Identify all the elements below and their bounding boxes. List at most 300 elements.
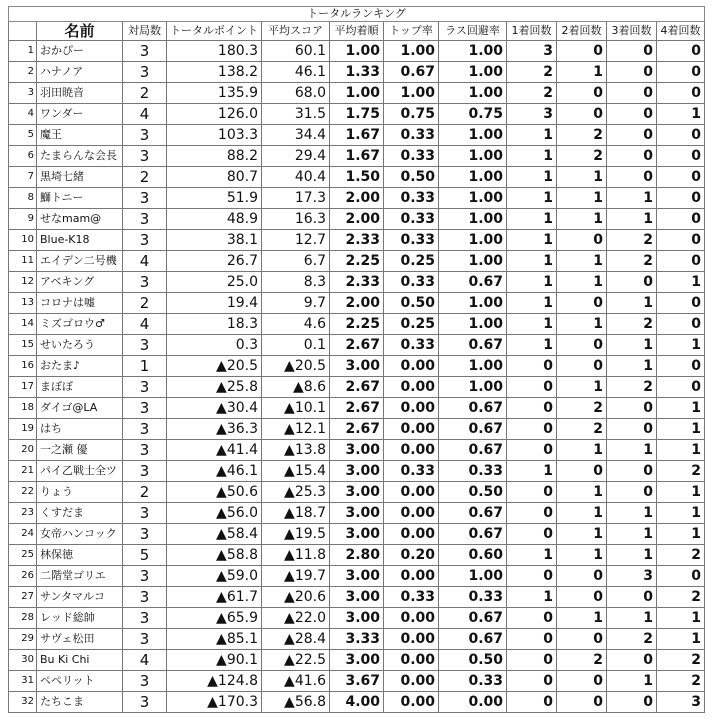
- third-count-cell: 1: [607, 293, 657, 314]
- rank-number-cell: 1: [9, 41, 37, 62]
- top-rate-cell: 0.75: [384, 104, 439, 125]
- last-avoid-rate-cell: 0.67: [439, 524, 507, 545]
- top-rate-cell: 0.33: [384, 125, 439, 146]
- rank-number-cell: 20: [9, 440, 37, 461]
- games-played-cell: 2: [123, 293, 167, 314]
- games-played-cell: 3: [123, 272, 167, 293]
- table-row: [9, 440, 705, 461]
- total-points-cell: ▲61.7: [167, 587, 262, 608]
- avg-score-cell: ▲19.5: [262, 524, 330, 545]
- avg-score-cell: ▲20.6: [262, 587, 330, 608]
- player-name-cell: ワンダー: [37, 104, 123, 125]
- third-count-cell: 1: [607, 335, 657, 356]
- games-played-cell: 3: [123, 692, 167, 713]
- fourth-count-cell: 1: [657, 272, 705, 293]
- table-row: [9, 335, 705, 356]
- second-count-cell: 0: [557, 692, 607, 713]
- fourth-count-cell: 0: [657, 41, 705, 62]
- avg-score-cell: 31.5: [262, 104, 330, 125]
- last-avoid-rate-cell: 1.00: [439, 83, 507, 104]
- player-name-cell: 一之瀬 優: [37, 440, 123, 461]
- third-count-cell: 0: [607, 41, 657, 62]
- player-name-cell: ダイゴ@LA: [37, 398, 123, 419]
- table-row: [9, 419, 705, 440]
- fourth-count-cell: 2: [657, 671, 705, 692]
- third-count-cell: 0: [607, 104, 657, 125]
- fourth-count-cell: 2: [657, 650, 705, 671]
- third-count-cell: 0: [607, 482, 657, 503]
- fourth-count-cell: 1: [657, 629, 705, 650]
- player-name-cell: サンタマルコ: [37, 587, 123, 608]
- first-count-cell: 3: [507, 41, 557, 62]
- rank-number-cell: 14: [9, 314, 37, 335]
- last-avoid-rate-cell: 1.00: [439, 62, 507, 83]
- third-count-cell: 0: [607, 125, 657, 146]
- games-played-cell: 4: [123, 650, 167, 671]
- top-rate-cell: 0.33: [384, 230, 439, 251]
- player-name-cell: サヴェ松田: [37, 629, 123, 650]
- third-count-cell: 2: [607, 629, 657, 650]
- last-avoid-rate-cell: 0.67: [439, 608, 507, 629]
- avg-score-cell: 4.6: [262, 314, 330, 335]
- second-count-cell: 0: [557, 41, 607, 62]
- rank-number-cell: 13: [9, 293, 37, 314]
- last-avoid-rate-cell: 0.33: [439, 461, 507, 482]
- second-count-cell: 0: [557, 335, 607, 356]
- first-count-cell: 0: [507, 524, 557, 545]
- rank-number-cell: 21: [9, 461, 37, 482]
- top-rate-cell: 0.25: [384, 251, 439, 272]
- third-count-cell: 3: [607, 566, 657, 587]
- avg-score-cell: 12.7: [262, 230, 330, 251]
- fourth-count-cell: 0: [657, 188, 705, 209]
- third-count-cell: 0: [607, 419, 657, 440]
- second-count-cell: 2: [557, 146, 607, 167]
- fourth-count-cell: 0: [657, 62, 705, 83]
- table-row: [9, 629, 705, 650]
- rank-number-cell: 19: [9, 419, 37, 440]
- total-points-cell: 38.1: [167, 230, 262, 251]
- rank-number-cell: 4: [9, 104, 37, 125]
- avg-rank-cell: 3.00: [330, 524, 384, 545]
- second-count-cell: 0: [557, 629, 607, 650]
- total-points-cell: ▲58.4: [167, 524, 262, 545]
- avg-score-cell: ▲22.0: [262, 608, 330, 629]
- last-avoid-rate-cell: 1.00: [439, 209, 507, 230]
- fourth-count-cell: 0: [657, 377, 705, 398]
- rank-number-cell: 25: [9, 545, 37, 566]
- header-avg-rank: 平均着順: [330, 22, 384, 41]
- table-row: [9, 587, 705, 608]
- first-count-cell: 0: [507, 608, 557, 629]
- avg-rank-cell: 4.00: [330, 692, 384, 713]
- table-row: [9, 503, 705, 524]
- avg-score-cell: 8.3: [262, 272, 330, 293]
- fourth-count-cell: 0: [657, 293, 705, 314]
- player-name-cell: 鰤トニー: [37, 188, 123, 209]
- player-name-cell: たまらんな会長: [37, 146, 123, 167]
- games-played-cell: 3: [123, 188, 167, 209]
- table-row: [9, 566, 705, 587]
- games-played-cell: 3: [123, 587, 167, 608]
- avg-rank-cell: 3.33: [330, 629, 384, 650]
- top-rate-cell: 0.00: [384, 629, 439, 650]
- top-rate-cell: 0.00: [384, 356, 439, 377]
- first-count-cell: 1: [507, 251, 557, 272]
- last-avoid-rate-cell: 1.00: [439, 41, 507, 62]
- first-count-cell: 1: [507, 545, 557, 566]
- avg-rank-cell: 2.00: [330, 188, 384, 209]
- fourth-count-cell: 1: [657, 419, 705, 440]
- table-row: [9, 692, 705, 713]
- first-count-cell: 1: [507, 587, 557, 608]
- last-avoid-rate-cell: 0.67: [439, 398, 507, 419]
- top-rate-cell: 0.00: [384, 566, 439, 587]
- games-played-cell: 3: [123, 125, 167, 146]
- total-points-cell: ▲25.8: [167, 377, 262, 398]
- first-count-cell: 1: [507, 230, 557, 251]
- total-points-cell: ▲59.0: [167, 566, 262, 587]
- first-count-cell: 1: [507, 335, 557, 356]
- total-points-cell: 25.0: [167, 272, 262, 293]
- player-name-cell: おかぴー: [37, 41, 123, 62]
- header-avg-score: 平均スコア: [262, 22, 330, 41]
- player-name-cell: Blue-K18: [37, 230, 123, 251]
- last-avoid-rate-cell: 0.50: [439, 650, 507, 671]
- fourth-count-cell: 0: [657, 251, 705, 272]
- first-count-cell: 1: [507, 125, 557, 146]
- avg-rank-cell: 3.00: [330, 440, 384, 461]
- first-count-cell: 0: [507, 566, 557, 587]
- rank-number-cell: 9: [9, 209, 37, 230]
- first-count-cell: 2: [507, 62, 557, 83]
- games-played-cell: 4: [123, 251, 167, 272]
- rank-number-cell: 7: [9, 167, 37, 188]
- second-count-cell: 1: [557, 251, 607, 272]
- header-first-count: 1着回数: [507, 22, 557, 41]
- second-count-cell: 0: [557, 293, 607, 314]
- player-name-cell: 女帝ハンコック: [37, 524, 123, 545]
- top-rate-cell: 0.50: [384, 167, 439, 188]
- fourth-count-cell: 0: [657, 125, 705, 146]
- third-count-cell: 1: [607, 356, 657, 377]
- second-count-cell: 0: [557, 587, 607, 608]
- rank-number-cell: 23: [9, 503, 37, 524]
- rank-number-cell: 5: [9, 125, 37, 146]
- table-row: [9, 104, 705, 125]
- rank-number-cell: 26: [9, 566, 37, 587]
- avg-score-cell: ▲28.4: [262, 629, 330, 650]
- top-rate-cell: 0.00: [384, 608, 439, 629]
- last-avoid-rate-cell: 1.00: [439, 167, 507, 188]
- games-played-cell: 3: [123, 566, 167, 587]
- games-played-cell: 3: [123, 41, 167, 62]
- fourth-count-cell: 1: [657, 104, 705, 125]
- first-count-cell: 0: [507, 650, 557, 671]
- header-last-avoid-rate: ラス回避率: [439, 22, 507, 41]
- third-count-cell: 1: [607, 524, 657, 545]
- games-played-cell: 3: [123, 62, 167, 83]
- avg-rank-cell: 2.67: [330, 377, 384, 398]
- avg-score-cell: ▲11.8: [262, 545, 330, 566]
- player-name-cell: アベキング: [37, 272, 123, 293]
- avg-rank-cell: 1.33: [330, 62, 384, 83]
- second-count-cell: 1: [557, 545, 607, 566]
- ranking-table: [8, 6, 705, 713]
- games-played-cell: 2: [123, 482, 167, 503]
- fourth-count-cell: 1: [657, 398, 705, 419]
- first-count-cell: 0: [507, 503, 557, 524]
- avg-rank-cell: 3.00: [330, 608, 384, 629]
- games-played-cell: 3: [123, 230, 167, 251]
- avg-score-cell: ▲13.8: [262, 440, 330, 461]
- top-rate-cell: 0.00: [384, 482, 439, 503]
- player-name-cell: まぼぼ: [37, 377, 123, 398]
- third-count-cell: 1: [607, 440, 657, 461]
- third-count-cell: 2: [607, 377, 657, 398]
- second-count-cell: 1: [557, 608, 607, 629]
- avg-rank-cell: 3.67: [330, 671, 384, 692]
- fourth-count-cell: 1: [657, 503, 705, 524]
- avg-rank-cell: 1.00: [330, 41, 384, 62]
- last-avoid-rate-cell: 1.00: [439, 125, 507, 146]
- fourth-count-cell: 1: [657, 440, 705, 461]
- fourth-count-cell: 1: [657, 335, 705, 356]
- player-name-cell: せなmam@: [37, 209, 123, 230]
- avg-rank-cell: 2.67: [330, 398, 384, 419]
- first-count-cell: 1: [507, 209, 557, 230]
- fourth-count-cell: 2: [657, 587, 705, 608]
- avg-rank-cell: 2.00: [330, 293, 384, 314]
- rank-number-cell: 2: [9, 62, 37, 83]
- avg-score-cell: 40.4: [262, 167, 330, 188]
- second-count-cell: 1: [557, 167, 607, 188]
- header-fourth-count: 4着回数: [657, 22, 705, 41]
- avg-score-cell: 34.4: [262, 125, 330, 146]
- avg-rank-cell: 2.25: [330, 251, 384, 272]
- rank-number-cell: 28: [9, 608, 37, 629]
- second-count-cell: 1: [557, 209, 607, 230]
- total-points-cell: 80.7: [167, 167, 262, 188]
- player-name-cell: はち: [37, 419, 123, 440]
- top-rate-cell: 0.20: [384, 545, 439, 566]
- avg-score-cell: ▲20.5: [262, 356, 330, 377]
- games-played-cell: 3: [123, 671, 167, 692]
- header-second-count: 2着回数: [557, 22, 607, 41]
- avg-rank-cell: 1.00: [330, 83, 384, 104]
- total-points-cell: 180.3: [167, 41, 262, 62]
- games-played-cell: 5: [123, 545, 167, 566]
- second-count-cell: 0: [557, 566, 607, 587]
- games-played-cell: 3: [123, 146, 167, 167]
- last-avoid-rate-cell: 1.00: [439, 188, 507, 209]
- header-total-points: トータルポイント: [167, 22, 262, 41]
- first-count-cell: 0: [507, 671, 557, 692]
- games-played-cell: 2: [123, 83, 167, 104]
- rank-number-cell: 6: [9, 146, 37, 167]
- third-count-cell: 1: [607, 671, 657, 692]
- avg-rank-cell: 2.67: [330, 335, 384, 356]
- games-played-cell: 3: [123, 440, 167, 461]
- fourth-count-cell: 1: [657, 608, 705, 629]
- fourth-count-cell: 2: [657, 545, 705, 566]
- top-rate-cell: 0.25: [384, 314, 439, 335]
- table-row: [9, 188, 705, 209]
- fourth-count-cell: 0: [657, 230, 705, 251]
- last-avoid-rate-cell: 1.00: [439, 293, 507, 314]
- avg-score-cell: 60.1: [262, 41, 330, 62]
- player-name-cell: パイ乙戦士全ツ: [37, 461, 123, 482]
- top-rate-cell: 1.00: [384, 83, 439, 104]
- avg-rank-cell: 3.00: [330, 566, 384, 587]
- first-count-cell: 1: [507, 314, 557, 335]
- total-points-cell: ▲50.6: [167, 482, 262, 503]
- first-count-cell: 1: [507, 461, 557, 482]
- first-count-cell: 1: [507, 146, 557, 167]
- fourth-count-cell: 3: [657, 692, 705, 713]
- second-count-cell: 0: [557, 671, 607, 692]
- third-count-cell: 0: [607, 398, 657, 419]
- total-points-cell: 0.3: [167, 335, 262, 356]
- third-count-cell: 0: [607, 62, 657, 83]
- first-count-cell: 0: [507, 692, 557, 713]
- second-count-cell: 0: [557, 461, 607, 482]
- player-name-cell: 二階堂ゴリエ: [37, 566, 123, 587]
- avg-score-cell: 29.4: [262, 146, 330, 167]
- table-row: [9, 146, 705, 167]
- player-name-cell: ペペリット: [37, 671, 123, 692]
- player-name-cell: コロナは嘘: [37, 293, 123, 314]
- avg-score-cell: ▲12.1: [262, 419, 330, 440]
- rank-number-cell: 32: [9, 692, 37, 713]
- second-count-cell: 2: [557, 650, 607, 671]
- third-count-cell: 2: [607, 314, 657, 335]
- total-points-cell: 138.2: [167, 62, 262, 83]
- table-row: [9, 356, 705, 377]
- avg-score-cell: 17.3: [262, 188, 330, 209]
- fourth-count-cell: 1: [657, 482, 705, 503]
- avg-rank-cell: 2.33: [330, 230, 384, 251]
- games-played-cell: 3: [123, 503, 167, 524]
- third-count-cell: 0: [607, 167, 657, 188]
- avg-rank-cell: 2.00: [330, 209, 384, 230]
- rank-number-cell: 31: [9, 671, 37, 692]
- table-row: [9, 461, 705, 482]
- total-points-cell: 48.9: [167, 209, 262, 230]
- fourth-count-cell: 0: [657, 356, 705, 377]
- top-rate-cell: 0.00: [384, 503, 439, 524]
- header-row: [9, 22, 705, 41]
- total-points-cell: 19.4: [167, 293, 262, 314]
- avg-rank-cell: 1.67: [330, 146, 384, 167]
- last-avoid-rate-cell: 0.67: [439, 629, 507, 650]
- last-avoid-rate-cell: 0.50: [439, 482, 507, 503]
- total-points-cell: ▲170.3: [167, 692, 262, 713]
- second-count-cell: 1: [557, 524, 607, 545]
- third-count-cell: 1: [607, 188, 657, 209]
- player-name-cell: くすだま: [37, 503, 123, 524]
- last-avoid-rate-cell: 0.75: [439, 104, 507, 125]
- rank-number-cell: 18: [9, 398, 37, 419]
- third-count-cell: 0: [607, 83, 657, 104]
- table-row: [9, 671, 705, 692]
- table-row: [9, 83, 705, 104]
- top-rate-cell: 0.33: [384, 587, 439, 608]
- rank-number-cell: 11: [9, 251, 37, 272]
- total-points-cell: ▲124.8: [167, 671, 262, 692]
- header-games: 対局数: [123, 22, 167, 41]
- first-count-cell: 0: [507, 419, 557, 440]
- first-count-cell: 0: [507, 356, 557, 377]
- player-name-cell: レッド総帥: [37, 608, 123, 629]
- second-count-cell: 1: [557, 188, 607, 209]
- player-name-cell: 魔王: [37, 125, 123, 146]
- avg-rank-cell: 2.25: [330, 314, 384, 335]
- table-row: [9, 293, 705, 314]
- last-avoid-rate-cell: 1.00: [439, 146, 507, 167]
- table-row: [9, 167, 705, 188]
- avg-score-cell: 68.0: [262, 83, 330, 104]
- total-points-cell: 51.9: [167, 188, 262, 209]
- top-rate-cell: 0.00: [384, 440, 439, 461]
- games-played-cell: 4: [123, 104, 167, 125]
- total-points-cell: ▲65.9: [167, 608, 262, 629]
- games-played-cell: 1: [123, 356, 167, 377]
- third-count-cell: 0: [607, 587, 657, 608]
- first-count-cell: 0: [507, 629, 557, 650]
- total-points-cell: 18.3: [167, 314, 262, 335]
- top-rate-cell: 0.00: [384, 398, 439, 419]
- table-row: [9, 62, 705, 83]
- avg-rank-cell: 1.50: [330, 167, 384, 188]
- avg-score-cell: 6.7: [262, 251, 330, 272]
- table-row: [9, 608, 705, 629]
- third-count-cell: 0: [607, 146, 657, 167]
- avg-score-cell: ▲15.4: [262, 461, 330, 482]
- player-name-cell: 黒埼七緒: [37, 167, 123, 188]
- last-avoid-rate-cell: 0.67: [439, 272, 507, 293]
- player-name-cell: 羽田暁音: [37, 83, 123, 104]
- top-rate-cell: 0.00: [384, 650, 439, 671]
- top-rate-cell: 0.33: [384, 188, 439, 209]
- first-count-cell: 2: [507, 83, 557, 104]
- last-avoid-rate-cell: 1.00: [439, 314, 507, 335]
- avg-rank-cell: 2.80: [330, 545, 384, 566]
- table-row: [9, 251, 705, 272]
- avg-score-cell: ▲22.5: [262, 650, 330, 671]
- total-points-cell: ▲85.1: [167, 629, 262, 650]
- avg-score-cell: ▲19.7: [262, 566, 330, 587]
- total-points-cell: ▲41.4: [167, 440, 262, 461]
- avg-score-cell: ▲18.7: [262, 503, 330, 524]
- second-count-cell: 0: [557, 230, 607, 251]
- player-name-cell: せいたろう: [37, 335, 123, 356]
- avg-score-cell: ▲8.6: [262, 377, 330, 398]
- table-row: [9, 41, 705, 62]
- fourth-count-cell: 0: [657, 167, 705, 188]
- table-row: [9, 650, 705, 671]
- second-count-cell: 1: [557, 503, 607, 524]
- top-rate-cell: 0.33: [384, 335, 439, 356]
- total-points-cell: 26.7: [167, 251, 262, 272]
- total-points-cell: 126.0: [167, 104, 262, 125]
- avg-score-cell: 0.1: [262, 335, 330, 356]
- total-points-cell: 88.2: [167, 146, 262, 167]
- avg-rank-cell: 1.67: [330, 125, 384, 146]
- table-row: [9, 482, 705, 503]
- games-played-cell: 3: [123, 377, 167, 398]
- avg-rank-cell: 3.00: [330, 650, 384, 671]
